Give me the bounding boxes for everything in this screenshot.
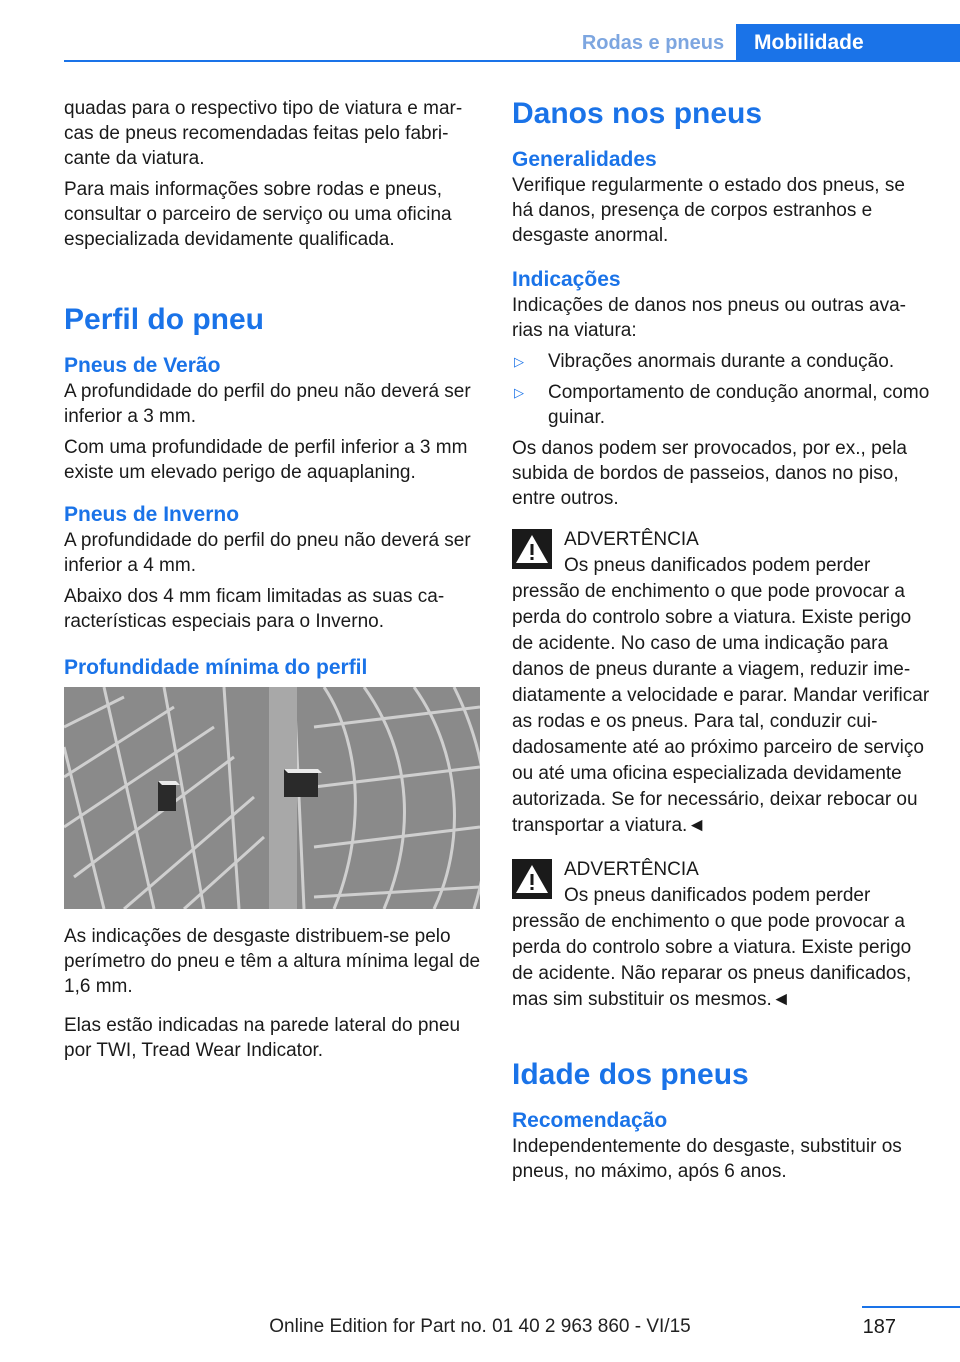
warning-title: ADVERTÊNCIA — [564, 859, 699, 880]
triangle-bullet-icon: ▷ — [514, 354, 524, 369]
list-item: ▷ Vibrações anormais durante a condução. — [514, 351, 895, 372]
page-number-rule — [862, 1306, 960, 1308]
list-item: ▷ Comportamento de condução anormal, como guinar. — [514, 382, 930, 428]
subheading: Recomendação — [512, 1109, 668, 1132]
subheading: Indicações — [512, 268, 621, 291]
section-heading: Idade dos pneus — [512, 1058, 749, 1091]
paragraph: Verifique regularmente o estado dos pneus, se há danos, presença de corpos estranhos e desgaste anormal. — [512, 175, 905, 246]
paragraph: A profundidade do perfil do pneu não deverá ser inferior a 3 mm. — [64, 381, 471, 427]
warning-box — [512, 857, 930, 1013]
paragraph: Abaixo dos 4 mm ficam limitadas as suas características especiais para o Inverno. — [64, 586, 445, 632]
warning-first-line: Os pneus danificados podem perder — [564, 555, 871, 576]
tire-tread-image — [64, 687, 480, 909]
warning-icon — [512, 529, 552, 569]
left-column — [64, 96, 482, 1069]
warning-title: ADVERTÊNCIA — [564, 529, 699, 550]
paragraph: Independentemente do desgaste, substituir os pneus, no máximo, após 6 anos. — [512, 1136, 902, 1182]
paragraph: A profundidade do perfil do pneu não deverá ser inferior a 4 mm. — [64, 530, 471, 576]
warning-text: pressão de enchimento o que pode provocar a perda do controlo sobre a viatura. Existe perigo de acidente. Não reparar os pneus danificados, mas sim substituir os mesmos.◄ — [512, 911, 912, 1010]
warning-first-line: Os pneus danificados podem perder — [564, 885, 871, 906]
footer-edition: Online Edition for Part no. 01 40 2 963 860 - VI/15 — [269, 1316, 691, 1337]
subheading: Pneus de Verão — [64, 354, 221, 377]
section-title: Rodas e pneus — [581, 32, 725, 54]
right-column — [512, 96, 930, 1190]
paragraph: Com uma profundidade de perfil inferior a 3 mm existe um elevado perigo de aquaplaning. — [64, 437, 468, 483]
page-number: 187 — [862, 1316, 896, 1338]
subheading: Pneus de Inverno — [64, 503, 240, 526]
paragraph: Elas estão indicadas na parede lateral do pneu por TWI, Tread Wear Indicator. — [64, 1015, 461, 1061]
paragraph: Os danos podem ser provocados, por ex., pela subida de bordos de passeios, danos no piso, entre outros. — [512, 438, 908, 509]
section-heading: Danos nos pneus — [512, 97, 763, 130]
paragraph: quadas para o respectivo tipo de viatura e marcas de pneus recomendadas feitas pelo fabricante da viatura. — [64, 98, 463, 169]
subheading: Profundidade mínima do perfil — [64, 656, 368, 679]
paragraph: Para mais informações sobre rodas e pneus, consultar o parceiro de serviço ou uma oficina especializada devidamente qualificada. — [64, 179, 452, 250]
paragraph: As indicações de desgaste distribuem-se pelo perímetro do pneu e têm a altura mínima legal de 1,6 mm. — [64, 926, 481, 997]
warning-box — [512, 527, 930, 839]
paragraph: Indicações de danos nos pneus ou outras avarias na viatura: — [512, 295, 906, 341]
section-heading: Perfil do pneu — [64, 303, 265, 336]
warning-text: pressão de enchimento o que pode provocar a perda do controlo sobre a viatura. Existe perigo de acidente. No caso de uma indicação para danos de pneus durante a viagem, reduzir imediatamente a velocidade e parar. Mandar verificar as rodas e os pneus. Para tal, conduzir cuidadosamente até ao próximo parceiro de serviço ou até uma oficina especializada devidamente autorizada. Se for necessário, deixar rebocar ou transportar a viatura.◄ — [512, 581, 930, 836]
warning-icon — [512, 859, 552, 899]
chapter-tab: Mobilidade — [736, 24, 960, 62]
triangle-bullet-icon: ▷ — [514, 385, 524, 400]
subheading: Generalidades — [512, 148, 657, 171]
